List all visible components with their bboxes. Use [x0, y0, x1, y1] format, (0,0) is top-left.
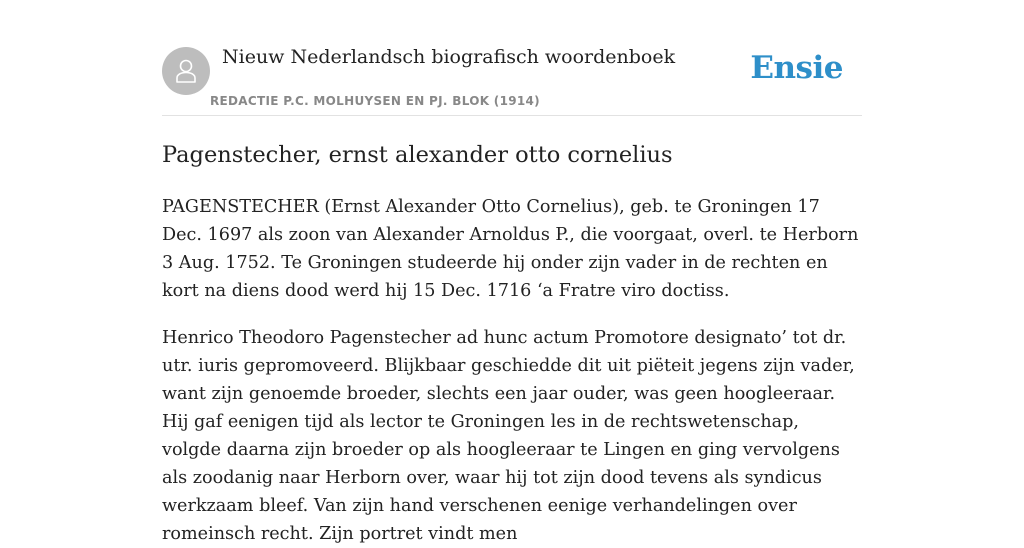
page [162, 0, 862, 548]
ensie-logo[interactable]: Ensie [750, 50, 843, 86]
book-editors: REDACTIE P.C. MOLHUYSEN EN PJ. BLOK (1914) [210, 94, 540, 108]
entry-paragraph: PAGENSTECHER (Ernst Alexander Otto Cornelius), geb. te Groningen 17 Dec. 1697 als zoon van Alexander Arnoldus P., die voorgaat, overl. te Herborn 3 Aug. 1752. Te Groningen studeerde hij onder zijn vader in de rechten en kort na diens dood werd hij 15 Dec. 1716 ‘a Fratre viro doctiss. [162, 197, 859, 301]
book-header [162, 0, 862, 116]
entry-paragraph: Henrico Theodoro Pagenstecher ad hunc actum Promotore designato’ tot dr. utr. iuris gepromoveerd. Blijkbaar geschiedde dit uit piëteit jegens zijn vader, want zijn genoemde broeder, slechts een jaar ouder, was geen hoogleeraar. Hij gaf eenigen tijd als lector te Groningen les in de rechtswetenschap, volgde daarna zijn broeder op als hoogleeraar te Lingen en ging vervolgens als zoodanig naar Herborn over, waar hij tot zijn dood tevens als syndicus werkzaam bleef. Van zijn hand verschenen eenige verhandelingen over romeinsch recht. Zijn portret vindt men [162, 328, 855, 544]
user-silhouette-icon [162, 47, 210, 95]
book-title[interactable]: Nieuw Nederlandsch biografisch woordenboek [222, 46, 676, 68]
entry-title: Pagenstecher, ernst alexander otto cornelius [162, 142, 673, 168]
